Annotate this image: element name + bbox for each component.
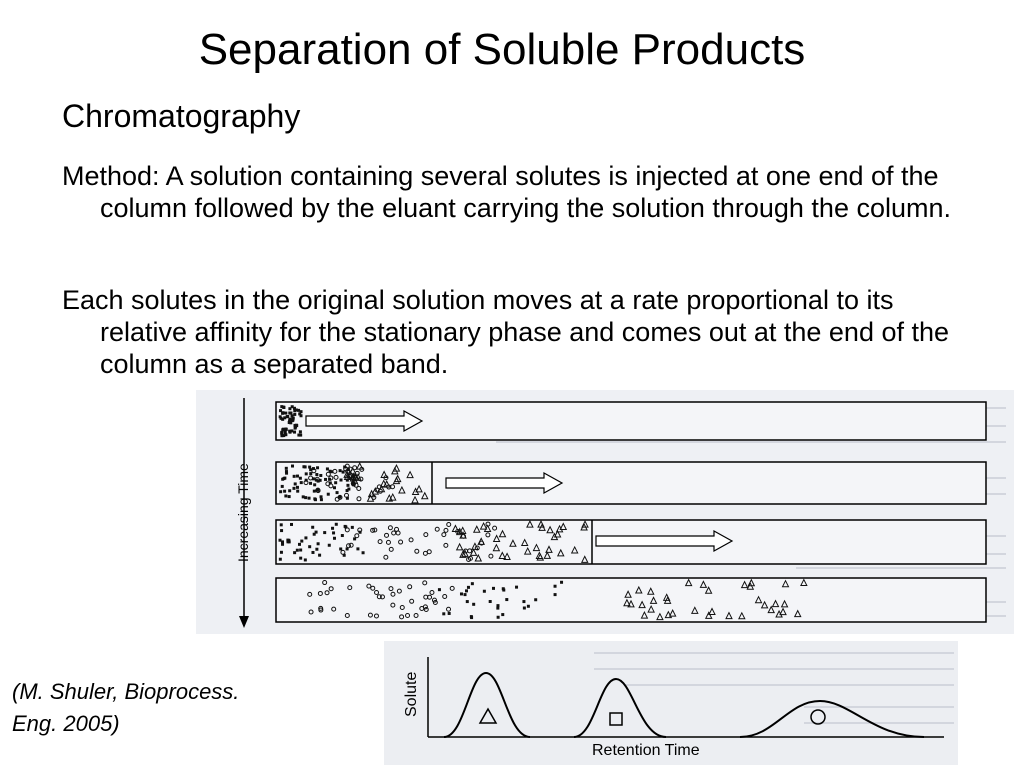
square-particle (497, 616, 500, 619)
elution-xlabel: Retention Time (592, 742, 700, 759)
square-particle (279, 409, 282, 412)
square-particle (280, 529, 283, 532)
square-particle (323, 531, 326, 534)
square-particle (296, 486, 299, 489)
square-particle (339, 469, 342, 472)
square-particle (335, 523, 338, 526)
square-particle (293, 431, 296, 434)
square-particle (308, 545, 311, 548)
square-particle (299, 430, 302, 433)
square-particle (467, 586, 470, 589)
square-particle (339, 547, 342, 550)
square-particle (305, 472, 308, 475)
citation-line-1: (M. Shuler, Bioprocess. (12, 679, 240, 704)
column-chromatography-figure (196, 390, 1014, 634)
square-particle (299, 557, 302, 560)
square-particle (283, 490, 286, 493)
slide-subtitle: Chromatography (62, 98, 301, 134)
square-particle (280, 551, 283, 554)
peak-1 (444, 673, 530, 737)
square-particle (522, 600, 525, 603)
square-particle (515, 586, 518, 589)
square-particle (299, 477, 302, 480)
square-particle (304, 558, 307, 561)
square-particle (299, 549, 302, 552)
peak-2-square-marker (610, 713, 622, 725)
square-particle (314, 498, 317, 501)
square-particle (283, 416, 286, 419)
square-particle (554, 585, 557, 588)
square-particle (470, 616, 473, 619)
square-particle (288, 495, 291, 498)
square-particle (288, 489, 291, 492)
square-particle (289, 412, 292, 415)
square-particle (290, 429, 293, 432)
square-particle (489, 600, 492, 603)
square-particle (346, 489, 349, 492)
square-particle (293, 413, 296, 416)
square-particle (334, 481, 337, 484)
square-particle (309, 472, 312, 475)
square-particle (280, 405, 283, 408)
square-particle (346, 484, 349, 487)
square-particle (356, 547, 359, 550)
square-particle (281, 485, 284, 488)
square-particle (308, 497, 311, 500)
peak-2 (574, 679, 666, 737)
square-particle (320, 498, 323, 501)
square-particle (304, 465, 307, 468)
peak-3-circle-marker (811, 710, 825, 724)
square-particle (316, 466, 319, 469)
time-axis-arrowhead (239, 616, 249, 628)
square-particle (496, 604, 499, 607)
square-particle (492, 587, 495, 590)
square-particle (319, 474, 322, 477)
square-particle (336, 491, 339, 494)
square-particle (279, 415, 282, 418)
peak-1-triangle-marker (480, 709, 496, 723)
square-particle (298, 412, 301, 415)
elution-profile-figure (384, 641, 958, 765)
square-particle (313, 490, 316, 493)
square-particle (324, 478, 327, 481)
square-particle (302, 495, 305, 498)
square-particle (471, 582, 474, 585)
square-particle (286, 540, 289, 543)
square-particle (315, 473, 318, 476)
square-particle (291, 405, 294, 408)
square-particle (284, 429, 287, 432)
square-particle (288, 418, 291, 421)
square-particle (313, 483, 316, 486)
square-particle (448, 612, 451, 615)
square-particle (300, 481, 303, 484)
square-particle (293, 475, 296, 478)
square-particle (297, 409, 300, 412)
square-particle (351, 526, 354, 529)
square-particle (291, 465, 294, 468)
square-particle (438, 588, 441, 591)
square-particle (296, 490, 299, 493)
square-particle (284, 494, 287, 497)
square-particle (300, 540, 303, 543)
square-particle (560, 581, 563, 584)
square-particle (292, 487, 295, 490)
elution-diagram (384, 641, 958, 765)
square-particle (466, 600, 469, 603)
citation-line-2: Eng. 2005) (12, 711, 120, 736)
square-particle (308, 466, 311, 469)
method-paragraph: Method: A solution containing several solutes is injected at one end of the column followed by the eluant carrying the solution through the column. (62, 161, 952, 223)
square-particle (294, 482, 297, 485)
square-particle (296, 475, 299, 478)
square-particle (291, 419, 294, 422)
square-particle (284, 433, 287, 436)
square-particle (281, 478, 284, 481)
square-particle (293, 551, 296, 554)
square-particle (290, 523, 293, 526)
square-particle (320, 495, 323, 498)
square-particle (333, 537, 336, 540)
square-particle (280, 523, 283, 526)
square-particle (311, 526, 314, 529)
square-particle (297, 434, 300, 437)
square-particle (317, 542, 320, 545)
square-particle (298, 543, 301, 546)
square-particle (339, 479, 342, 482)
square-particle (465, 589, 468, 592)
square-particle (464, 593, 467, 596)
citation (12, 676, 239, 740)
square-particle (285, 472, 288, 475)
square-particle (281, 543, 284, 546)
square-particle (328, 544, 331, 547)
square-particle (332, 531, 335, 534)
square-particle (472, 603, 475, 606)
square-particle (341, 534, 344, 537)
square-particle (331, 527, 334, 530)
square-particle (483, 590, 486, 593)
square-particle (502, 587, 505, 590)
time-axis-label: Increasing Time (235, 463, 251, 562)
square-particle (327, 493, 330, 496)
square-particle (279, 490, 282, 493)
elution-ylabel: Solute (403, 671, 420, 717)
square-particle (285, 467, 288, 470)
square-particle (284, 412, 287, 415)
square-particle (311, 551, 314, 554)
square-particle (304, 536, 307, 539)
square-particle (442, 612, 445, 615)
square-particle (342, 471, 345, 474)
column-diagram (196, 390, 1014, 634)
square-particle (296, 549, 299, 552)
square-particle (326, 467, 329, 470)
slide-title: Separation of Soluble Products (198, 25, 806, 74)
square-particle (460, 592, 463, 595)
square-particle (501, 613, 504, 616)
square-particle (362, 551, 365, 554)
square-particle (534, 598, 537, 601)
square-particle (294, 425, 297, 428)
square-particle (333, 486, 336, 489)
square-particle (527, 605, 530, 608)
square-particle (523, 607, 526, 610)
square-particle (280, 434, 283, 437)
square-particle (505, 598, 508, 601)
square-particle (554, 593, 557, 596)
solutes-paragraph: Each solutes in the original solution moves at a rate proportional to its relative affinity for the stationary phase and comes out at the end of the column as a separated band. (62, 285, 950, 379)
square-particle (315, 548, 318, 551)
square-particle (313, 533, 316, 536)
square-particle (318, 554, 321, 557)
square-particle (309, 482, 312, 485)
square-particle (279, 558, 282, 561)
